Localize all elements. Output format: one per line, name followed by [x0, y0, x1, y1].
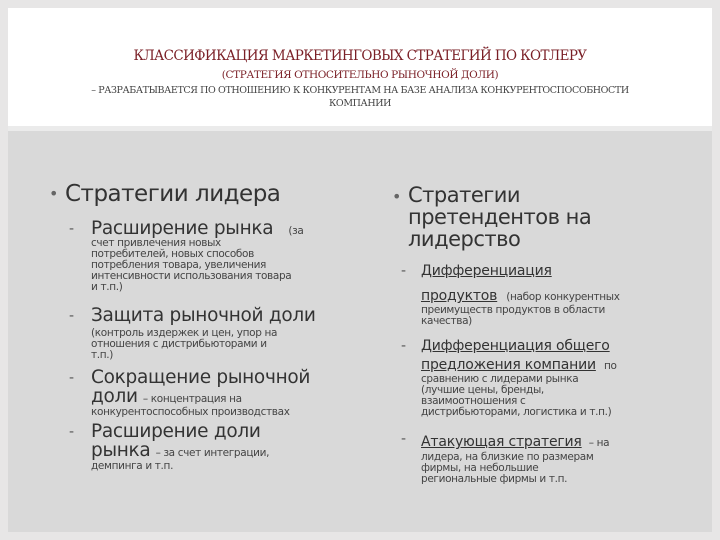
- item-inline-note: (за: [288, 225, 304, 237]
- dash-icon: -: [69, 370, 75, 386]
- note-line: конкурентоспособных производствах: [91, 406, 290, 418]
- note-line: (контроль издержек и цен, упор на: [91, 327, 278, 339]
- challenger-item-offer-differentiation: [401, 338, 681, 418]
- item-inline-note: по: [603, 360, 617, 372]
- note-line: сравнению с лидерами рынка: [421, 373, 579, 385]
- item-title-line: доли: [91, 386, 138, 407]
- slide-subtitle: (СТРАТЕГИЯ ОТНОСИТЕЛЬНО РЫНОЧНОЙ ДОЛИ): [221, 69, 499, 81]
- item-note: [91, 407, 381, 418]
- description-line: – РАЗРАБАТЫВАЕТСЯ ПО ОТНОШЕНИЮ К КОНКУРЕНТАМ НА БАЗЕ АНАЛИЗА КОНКУРЕНТОСПОСОБНОСТИ: [91, 85, 629, 96]
- note-line: демпинга и т.п.: [91, 460, 174, 472]
- note-line: дистрибьюторами, логистика и т.п.): [421, 406, 612, 418]
- leader-item-share-growth: [69, 421, 381, 472]
- note-line: (лучшие цены, бренды,: [421, 384, 544, 396]
- slide-content: [8, 131, 712, 532]
- note-line: и т.п.): [91, 281, 123, 293]
- item-title: Расширение рынка: [91, 218, 274, 239]
- leader-item-share-reduction: [69, 367, 381, 418]
- item-title-row: [91, 387, 381, 407]
- item-title-line: Дифференциация общего: [421, 338, 610, 354]
- item-inline-note: – на: [588, 437, 610, 449]
- challenger-item-attack-strategy: [401, 431, 681, 485]
- item-inline-note: (набор конкурентных: [506, 291, 620, 303]
- item-title-row: [421, 354, 681, 373]
- dash-icon: -: [401, 263, 407, 279]
- slide-title: КЛАССИФИКАЦИЯ МАРКЕТИНГОВЫХ СТРАТЕГИЙ ПО КОТЛЕРУ: [133, 48, 587, 64]
- item-title-line: Расширение доли: [91, 421, 261, 442]
- bullet-icon: •: [392, 187, 402, 206]
- leader-item-share-protection: [69, 305, 381, 361]
- item-note: [91, 238, 381, 293]
- note-line: счет привлечения новых: [91, 237, 221, 249]
- item-note: [91, 461, 381, 472]
- note-line: фирмы, на небольшие: [421, 462, 539, 474]
- note-line: взаимоотношения с: [421, 395, 526, 407]
- slide-header: [8, 8, 712, 126]
- leader-heading: Стратегии лидера: [65, 181, 281, 207]
- note-line: потребления товара, увеличения: [91, 259, 267, 271]
- item-inline-note: – за счет интеграции,: [155, 447, 270, 459]
- challenger-heading-block: [392, 183, 592, 251]
- slide-description: [48, 84, 672, 110]
- heading-line: лидерство: [408, 227, 521, 251]
- item-note: [421, 452, 681, 485]
- item-title-row: [421, 285, 681, 304]
- note-line: лидера, на близкие по размерам: [421, 451, 594, 463]
- item-note: [421, 305, 681, 327]
- note-line: отношения с дистрибьюторами и: [91, 338, 267, 350]
- challenger-heading: [408, 184, 591, 250]
- note-line: качества): [421, 315, 472, 327]
- heading-line: претендентов на: [408, 205, 592, 229]
- item-title-line: Сокращение рыночной: [91, 367, 311, 388]
- item-title-row: [91, 441, 381, 461]
- description-line: КОМПАНИИ: [328, 98, 391, 109]
- challenger-item-product-differentiation: [401, 263, 681, 327]
- item-title: Атакующая стратегия: [421, 434, 582, 450]
- dash-icon: -: [401, 431, 407, 447]
- item-title-line: продуктов: [421, 288, 498, 304]
- dash-icon: -: [69, 308, 75, 324]
- note-line: интенсивности использования товара: [91, 270, 292, 282]
- item-note: [91, 328, 381, 361]
- bullet-icon: •: [49, 184, 59, 203]
- item-note: [421, 374, 681, 418]
- dash-icon: -: [69, 424, 75, 440]
- heading-line: Стратегии: [408, 183, 521, 207]
- dash-icon: -: [69, 221, 75, 237]
- note-line: преимуществ продуктов в области: [421, 304, 605, 316]
- item-inline-note: – концентрация на: [142, 393, 242, 405]
- item-title-line: предложения компании: [421, 357, 596, 373]
- leader-item-market-expansion: [69, 218, 381, 293]
- note-line: региональные фирмы и т.п.: [421, 473, 568, 485]
- note-line: т.п.): [91, 349, 114, 361]
- leader-heading-block: [49, 181, 281, 207]
- item-title-line: Дифференциация: [421, 263, 552, 279]
- item-title: Защита рыночной доли: [91, 305, 316, 326]
- dash-icon: -: [401, 338, 407, 354]
- note-line: потребителей, новых способов: [91, 248, 254, 260]
- item-title-line: рынка: [91, 440, 151, 461]
